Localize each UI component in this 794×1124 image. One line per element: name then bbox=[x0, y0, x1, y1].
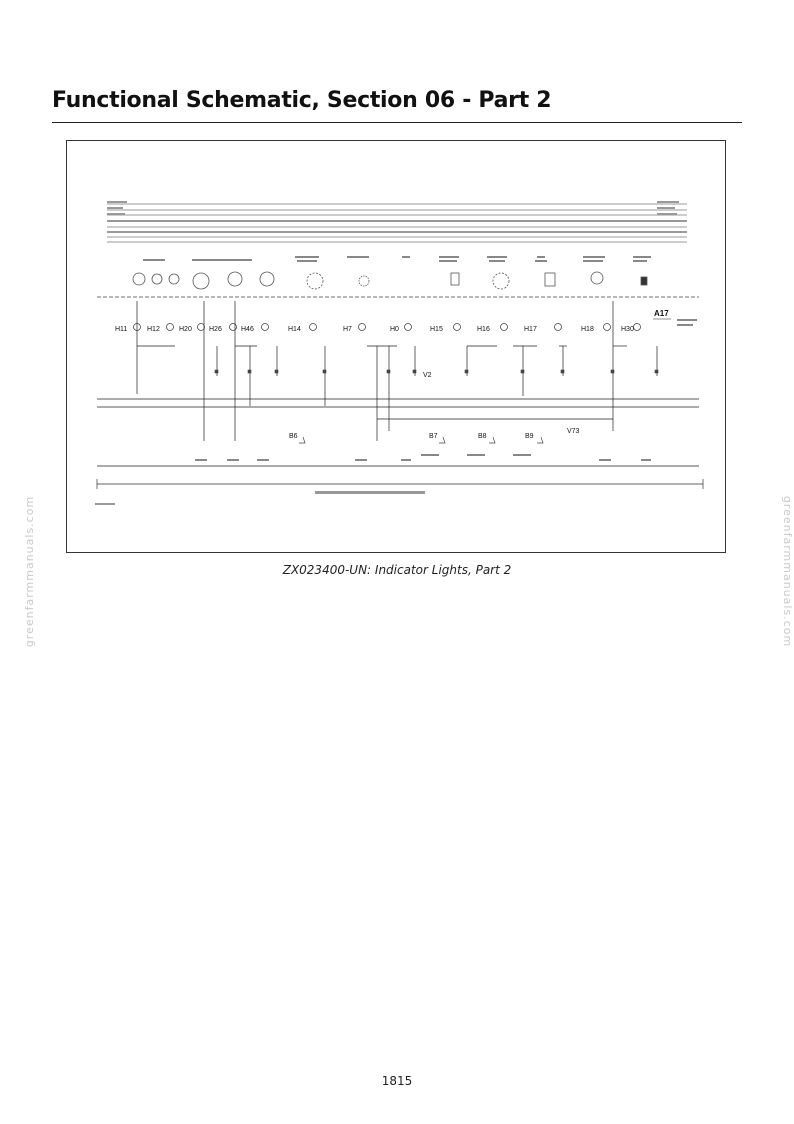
lamp-label: H17 bbox=[524, 326, 537, 333]
switch-label: V73 bbox=[567, 428, 580, 435]
page-title: Functional Schematic, Section 06 - Part 2 bbox=[52, 88, 552, 113]
page-number: 1815 bbox=[381, 1074, 413, 1088]
schematic-figure bbox=[66, 140, 726, 553]
watermark-right: greenfarmmanuals.com bbox=[781, 495, 794, 648]
bus-lines bbox=[107, 204, 687, 242]
schematic-drawing bbox=[67, 141, 727, 554]
switch-row bbox=[289, 428, 580, 440]
bus-labels bbox=[107, 201, 679, 215]
switch-label: B6 bbox=[289, 433, 298, 440]
lamp-label: H12 bbox=[147, 326, 160, 333]
switch-label: B8 bbox=[478, 433, 487, 440]
lamp-label: H26 bbox=[209, 326, 222, 333]
lamp-label: H15 bbox=[430, 326, 443, 333]
lamp-label: H0 bbox=[390, 326, 399, 333]
bar-graph-icon bbox=[315, 491, 425, 494]
switch-symbols bbox=[299, 437, 543, 443]
module-label: A17 bbox=[654, 309, 669, 318]
title-divider bbox=[52, 122, 742, 123]
switch-label: B7 bbox=[429, 433, 438, 440]
connectors bbox=[215, 370, 658, 373]
lamp-label: H11 bbox=[115, 326, 128, 333]
lamp-label: H18 bbox=[581, 326, 594, 333]
bottom-bracket bbox=[97, 479, 703, 489]
lamp-label: H30 bbox=[621, 326, 634, 333]
footer-codes bbox=[195, 454, 651, 461]
indicator-symbols bbox=[133, 272, 647, 289]
symbol-captions bbox=[143, 256, 651, 262]
wire-label: V2 bbox=[423, 372, 432, 379]
lamp-label: H16 bbox=[477, 326, 490, 333]
switch-label: B9 bbox=[525, 433, 534, 440]
watermark-left: greenfarmmanuals.com bbox=[23, 495, 37, 648]
lamp-label: H46 bbox=[241, 326, 254, 333]
lamp-label: H20 bbox=[179, 326, 192, 333]
lamp-label: H7 bbox=[343, 326, 352, 333]
figure-caption: ZX023400-UN: Indicator Lights, Part 2 bbox=[282, 563, 512, 577]
lamp-label: H14 bbox=[288, 326, 301, 333]
